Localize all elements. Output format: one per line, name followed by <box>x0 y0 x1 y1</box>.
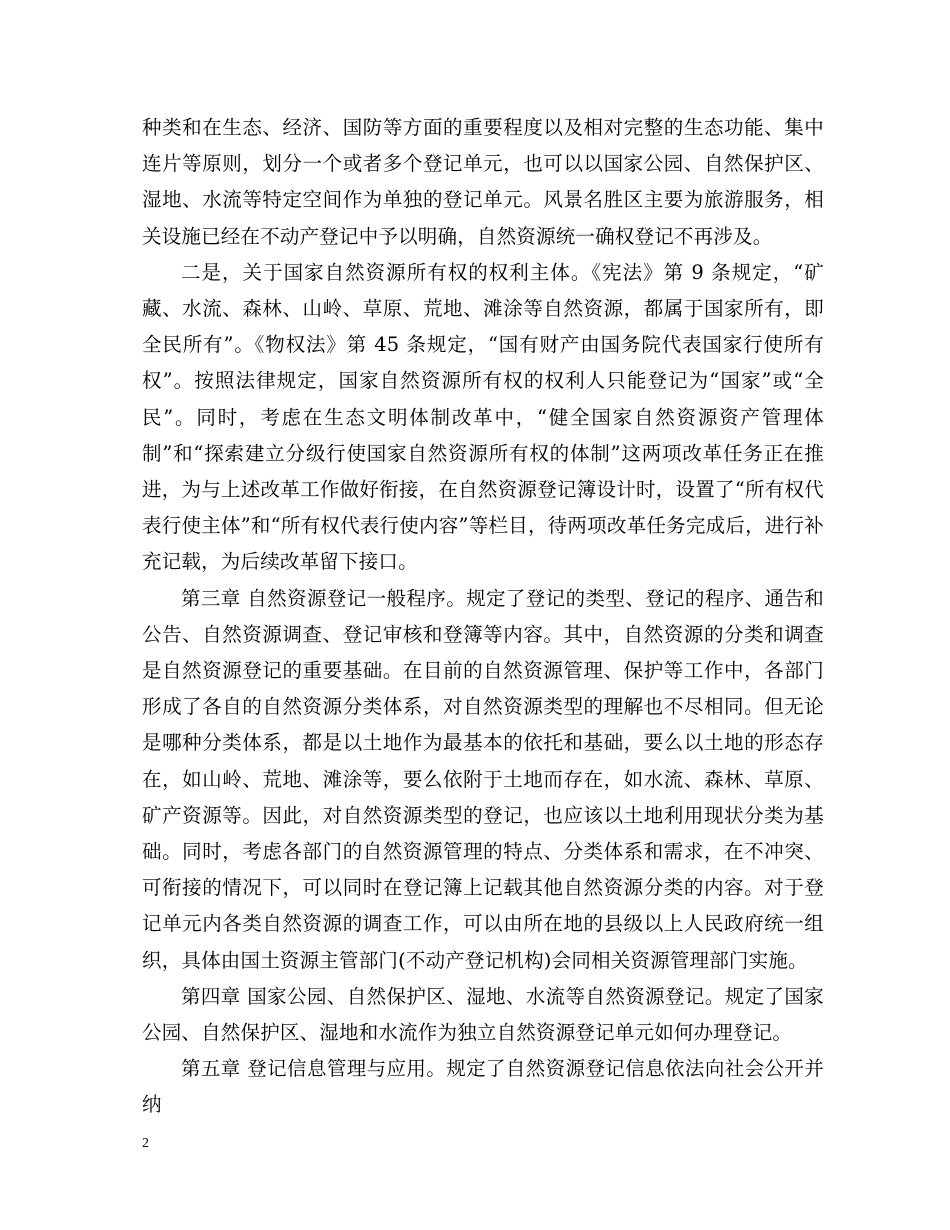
paragraph-3: 第三章 自然资源登记一般程序。规定了登记的类型、登记的程序、通告和公告、自然资源调查、登记审核和登簿等内容。其中，自然资源的分类和调查是自然资源登记的重要基础。在目前的自然资源管理、保护等工作中，各部门形成了各自的自然资源分类体系，对自然资源类型的理解也不尽相同。但无论是哪种分类体系，都是以土地作为最基本的依托和基础，要么以土地的形态存在，如山岭、荒地、滩涂等，要么依附于土地而存在，如水流、森林、草原、矿产资源等。因此，对自然资源类型的登记，也应该以土地利用现状分类为基础。同时，考虑各部门的自然资源管理的特点、分类体系和需求，在不冲突、可衔接的情况下，可以同时在登记簿上记载其他自然资源分类的内容。对于登记单元内各类自然资源的调查工作，可以由所在地的县级以上人民政府统一组织，具体由国土资源主管部门(不动产登记机构)会同相关资源管理部门实施。 <box>142 586 824 972</box>
paragraph-5: 第五章 登记信息管理与应用。规定了自然资源登记信息依法向社会公开并纳 <box>142 1057 824 1117</box>
paragraph-4: 第四章 国家公园、自然保护区、湿地、水流等自然资源登记。规定了国家公园、自然保护区、湿地和水流作为独立自然资源登记单元如何办理登记。 <box>142 984 824 1045</box>
paragraph-1: 种类和在生态、经济、国防等方面的重要程度以及相对完整的生态功能、集中连片等原则，划分一个或者多个登记单元，也可以以国家公园、自然保护区、湿地、水流等特定空间作为单独的登记单元。风景名胜区主要为旅游服务，相关设施已经在不动产登记中予以明确，自然资源统一确权登记不再涉及。 <box>142 116 824 248</box>
paragraph-2: 二是，关于国家自然资源所有权的权利主体。《宪法》第 9 条规定，“矿藏、水流、森林、山岭、草原、荒地、滩涂等自然资源，都属于国家所有，即全民所有”。《物权法》第 45 条规定，“国有财产由国务院代表国家行使所有权”。按照法律规定，国家自然资源所有权的权利人只能登记为“国家”或“全民”。同时，考虑在生态文明体制改革中，“健全国家自然资源资产管理体制”和“探索建立分级行使国家自然资源所有权的体制”这两项改革任务正在推进，为与上述改革工作做好衔接，在自然资源登记簿设计时，设置了“所有权代表行使主体”和“所有权代表行使内容”等栏目，待两项改革任务完成后，进行补充记载，为后续改革留下接口。 <box>142 260 824 574</box>
page-number: 2 <box>142 1136 149 1151</box>
document-body <box>142 110 824 1124</box>
